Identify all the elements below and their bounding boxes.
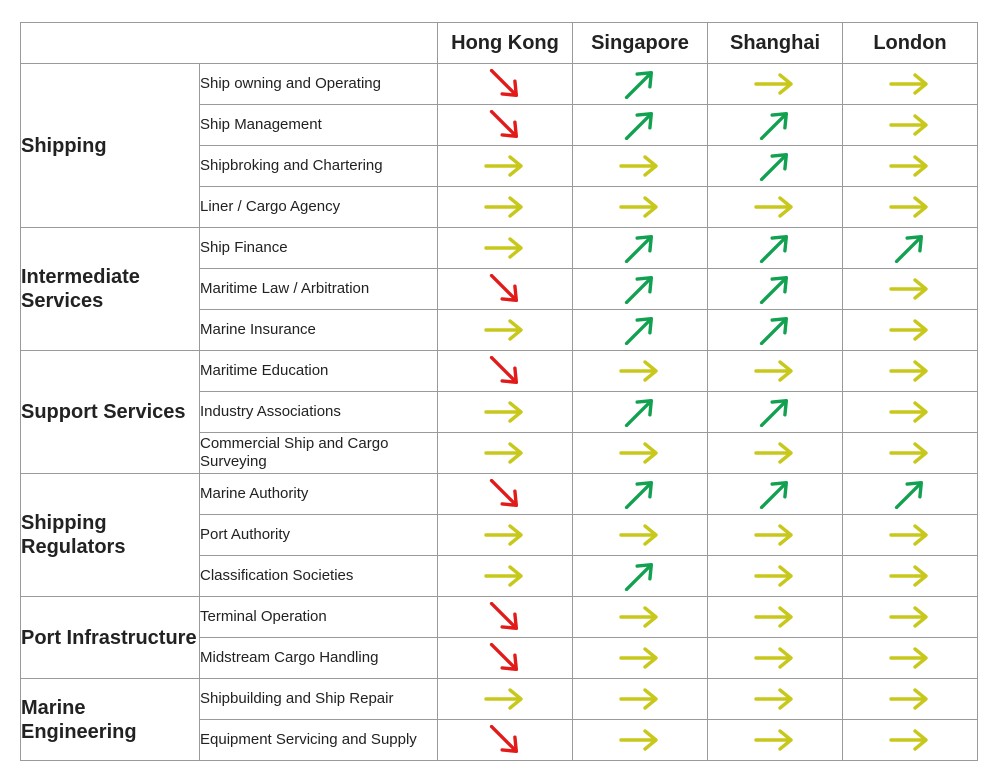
- right-arrow-icon: [888, 438, 932, 468]
- right-arrow-icon: [483, 520, 527, 550]
- header-city-singapore: Singapore: [573, 23, 708, 64]
- up-arrow-icon: [753, 274, 797, 304]
- trend-cell-shanghai: [708, 64, 843, 105]
- up-arrow-icon: [753, 479, 797, 509]
- right-arrow-icon: [753, 356, 797, 386]
- header-corner-cell: [21, 23, 438, 64]
- up-arrow-icon: [753, 151, 797, 181]
- right-arrow-icon: [888, 520, 932, 550]
- down-arrow-icon: [483, 602, 527, 632]
- trend-cell-hong-kong: [438, 392, 573, 433]
- table-row: [21, 597, 978, 638]
- right-arrow-icon: [888, 192, 932, 222]
- right-arrow-icon: [888, 643, 932, 673]
- right-arrow-icon: [753, 602, 797, 632]
- trend-cell-hong-kong: [438, 105, 573, 146]
- right-arrow-icon: [483, 315, 527, 345]
- right-arrow-icon: [888, 151, 932, 181]
- right-arrow-icon: [888, 602, 932, 632]
- header-city-london: London: [843, 23, 978, 64]
- down-arrow-icon: [483, 643, 527, 673]
- trend-cell-hong-kong: [438, 187, 573, 228]
- subcategory-cell: Marine Insurance: [200, 310, 438, 351]
- trend-cell-hong-kong: [438, 269, 573, 310]
- trend-cell-shanghai: [708, 392, 843, 433]
- right-arrow-icon: [618, 602, 662, 632]
- trend-cell-london: [843, 64, 978, 105]
- table-header: [21, 23, 978, 64]
- header-city-hong-kong: Hong Kong: [438, 23, 573, 64]
- subcategory-cell: Commercial Ship and Cargo Surveying: [200, 433, 438, 474]
- right-arrow-icon: [483, 151, 527, 181]
- category-cell: Port Infrastructure: [21, 597, 200, 679]
- subcategory-cell: Ship Management: [200, 105, 438, 146]
- subcategory-cell: Ship owning and Operating: [200, 64, 438, 105]
- down-arrow-icon: [483, 356, 527, 386]
- subcategory-cell: Shipbroking and Chartering: [200, 146, 438, 187]
- trend-cell-singapore: [573, 269, 708, 310]
- trend-cell-singapore: [573, 679, 708, 720]
- trend-cell-hong-kong: [438, 64, 573, 105]
- table-row: [21, 474, 978, 515]
- subcategory-cell: Liner / Cargo Agency: [200, 187, 438, 228]
- trend-cell-hong-kong: [438, 638, 573, 679]
- trend-cell-shanghai: [708, 556, 843, 597]
- header-city-shanghai: Shanghai: [708, 23, 843, 64]
- trend-cell-shanghai: [708, 187, 843, 228]
- category-cell: Intermediate Services: [21, 228, 200, 351]
- trend-cell-shanghai: [708, 433, 843, 474]
- trend-cell-singapore: [573, 474, 708, 515]
- right-arrow-icon: [618, 438, 662, 468]
- right-arrow-icon: [753, 69, 797, 99]
- trend-cell-shanghai: [708, 351, 843, 392]
- right-arrow-icon: [753, 192, 797, 222]
- trend-cell-shanghai: [708, 720, 843, 761]
- trend-cell-london: [843, 433, 978, 474]
- trend-cell-singapore: [573, 310, 708, 351]
- trend-cell-hong-kong: [438, 720, 573, 761]
- trend-cell-london: [843, 474, 978, 515]
- trend-cell-london: [843, 269, 978, 310]
- down-arrow-icon: [483, 479, 527, 509]
- right-arrow-icon: [618, 725, 662, 755]
- right-arrow-icon: [618, 356, 662, 386]
- right-arrow-icon: [888, 561, 932, 591]
- up-arrow-icon: [753, 233, 797, 263]
- right-arrow-icon: [618, 151, 662, 181]
- trend-cell-shanghai: [708, 474, 843, 515]
- down-arrow-icon: [483, 110, 527, 140]
- trend-cell-london: [843, 679, 978, 720]
- trend-cell-london: [843, 638, 978, 679]
- category-cell: Shipping Regulators: [21, 474, 200, 597]
- trend-cell-hong-kong: [438, 146, 573, 187]
- trend-cell-singapore: [573, 228, 708, 269]
- up-arrow-icon: [618, 110, 662, 140]
- up-arrow-icon: [753, 397, 797, 427]
- up-arrow-icon: [618, 479, 662, 509]
- right-arrow-icon: [483, 397, 527, 427]
- up-arrow-icon: [618, 233, 662, 263]
- trend-cell-singapore: [573, 556, 708, 597]
- subcategory-cell: Classification Societies: [200, 556, 438, 597]
- subcategory-cell: Maritime Education: [200, 351, 438, 392]
- right-arrow-icon: [618, 684, 662, 714]
- down-arrow-icon: [483, 274, 527, 304]
- trend-cell-london: [843, 105, 978, 146]
- trend-cell-london: [843, 597, 978, 638]
- trend-cell-london: [843, 351, 978, 392]
- trend-cell-hong-kong: [438, 228, 573, 269]
- up-arrow-icon: [888, 233, 932, 263]
- trend-cell-london: [843, 515, 978, 556]
- table-body: [21, 64, 978, 761]
- trend-cell-singapore: [573, 433, 708, 474]
- subcategory-cell: Ship Finance: [200, 228, 438, 269]
- right-arrow-icon: [753, 561, 797, 591]
- subcategory-cell: Equipment Servicing and Supply: [200, 720, 438, 761]
- header-row: [21, 23, 978, 64]
- subcategory-cell: Shipbuilding and Ship Repair: [200, 679, 438, 720]
- up-arrow-icon: [888, 479, 932, 509]
- subcategory-cell: Marine Authority: [200, 474, 438, 515]
- category-cell: Support Services: [21, 351, 200, 474]
- subcategory-cell: Port Authority: [200, 515, 438, 556]
- trend-cell-singapore: [573, 515, 708, 556]
- up-arrow-icon: [753, 110, 797, 140]
- table-row: [21, 64, 978, 105]
- right-arrow-icon: [888, 397, 932, 427]
- trend-cell-shanghai: [708, 597, 843, 638]
- trend-cell-singapore: [573, 392, 708, 433]
- subcategory-cell: Terminal Operation: [200, 597, 438, 638]
- trend-cell-singapore: [573, 720, 708, 761]
- trend-cell-london: [843, 228, 978, 269]
- subcategory-cell: Maritime Law / Arbitration: [200, 269, 438, 310]
- down-arrow-icon: [483, 69, 527, 99]
- right-arrow-icon: [483, 684, 527, 714]
- comparison-table: [20, 22, 978, 761]
- trend-cell-hong-kong: [438, 679, 573, 720]
- right-arrow-icon: [888, 725, 932, 755]
- trend-cell-hong-kong: [438, 310, 573, 351]
- up-arrow-icon: [618, 397, 662, 427]
- table-row: [21, 351, 978, 392]
- trend-cell-shanghai: [708, 638, 843, 679]
- right-arrow-icon: [483, 233, 527, 263]
- right-arrow-icon: [483, 438, 527, 468]
- category-cell: Shipping: [21, 64, 200, 228]
- trend-cell-london: [843, 310, 978, 351]
- subcategory-cell: Industry Associations: [200, 392, 438, 433]
- trend-cell-shanghai: [708, 105, 843, 146]
- trend-cell-london: [843, 556, 978, 597]
- right-arrow-icon: [753, 438, 797, 468]
- trend-cell-hong-kong: [438, 433, 573, 474]
- up-arrow-icon: [618, 69, 662, 99]
- trend-cell-singapore: [573, 64, 708, 105]
- trend-cell-hong-kong: [438, 556, 573, 597]
- trend-cell-hong-kong: [438, 474, 573, 515]
- trend-cell-singapore: [573, 638, 708, 679]
- right-arrow-icon: [888, 356, 932, 386]
- trend-cell-london: [843, 146, 978, 187]
- right-arrow-icon: [888, 684, 932, 714]
- trend-cell-london: [843, 720, 978, 761]
- down-arrow-icon: [483, 725, 527, 755]
- trend-cell-singapore: [573, 597, 708, 638]
- trend-cell-hong-kong: [438, 515, 573, 556]
- right-arrow-icon: [888, 69, 932, 99]
- right-arrow-icon: [618, 643, 662, 673]
- trend-cell-shanghai: [708, 146, 843, 187]
- trend-cell-london: [843, 392, 978, 433]
- trend-cell-shanghai: [708, 515, 843, 556]
- trend-cell-shanghai: [708, 679, 843, 720]
- table-row: [21, 228, 978, 269]
- trend-cell-singapore: [573, 187, 708, 228]
- right-arrow-icon: [753, 520, 797, 550]
- table-row: [21, 679, 978, 720]
- right-arrow-icon: [888, 110, 932, 140]
- up-arrow-icon: [753, 315, 797, 345]
- right-arrow-icon: [888, 274, 932, 304]
- right-arrow-icon: [618, 520, 662, 550]
- right-arrow-icon: [483, 192, 527, 222]
- right-arrow-icon: [753, 684, 797, 714]
- right-arrow-icon: [483, 561, 527, 591]
- trend-cell-shanghai: [708, 310, 843, 351]
- trend-cell-singapore: [573, 105, 708, 146]
- up-arrow-icon: [618, 315, 662, 345]
- up-arrow-icon: [618, 274, 662, 304]
- trend-cell-singapore: [573, 351, 708, 392]
- right-arrow-icon: [618, 192, 662, 222]
- up-arrow-icon: [618, 561, 662, 591]
- trend-cell-london: [843, 187, 978, 228]
- subcategory-cell: Midstream Cargo Handling: [200, 638, 438, 679]
- category-cell: Marine Engineering: [21, 679, 200, 761]
- right-arrow-icon: [753, 643, 797, 673]
- trend-cell-hong-kong: [438, 351, 573, 392]
- trend-cell-shanghai: [708, 269, 843, 310]
- trend-cell-hong-kong: [438, 597, 573, 638]
- right-arrow-icon: [888, 315, 932, 345]
- trend-cell-singapore: [573, 146, 708, 187]
- trend-cell-shanghai: [708, 228, 843, 269]
- right-arrow-icon: [753, 725, 797, 755]
